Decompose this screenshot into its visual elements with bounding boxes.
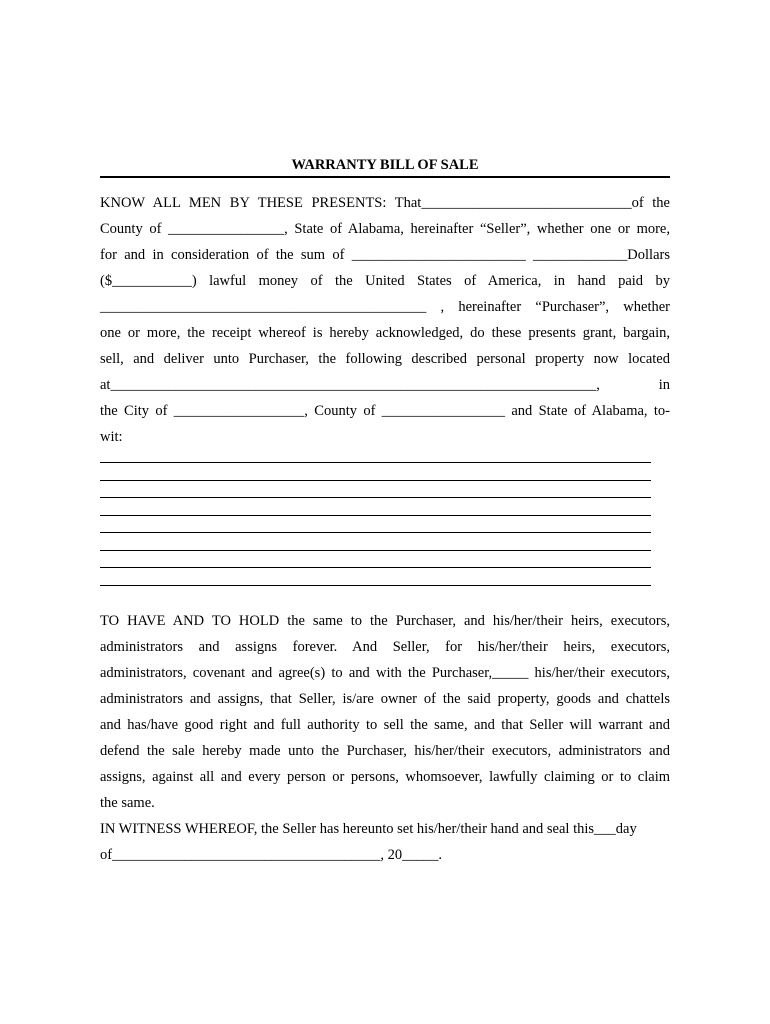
paragraph-line: and has/have good right and full authority to sell the same, and that Seller will warrant and (100, 717, 670, 733)
paragraph-line: at___________________________________________________________________, in (100, 377, 670, 393)
paragraph-line: administrators and assigns, that Seller, is/are owner of the said property, goods and chattels (100, 691, 670, 707)
paragraph-line: for and in consideration of the sum of ________________________ _____________Dollars (100, 247, 670, 263)
paragraph-line: the City of __________________, County of _________________ and State of Alabama, to- (100, 403, 670, 419)
paragraph-line: _____________________________________________ , hereinafter “Purchaser”, whether (100, 299, 670, 315)
blank-line (100, 497, 651, 498)
blank-line (100, 532, 651, 533)
paragraph-line: the same. (100, 795, 155, 811)
paragraph-line: administrators, covenant and agree(s) to and with the Purchaser,_____ his/her/their executors, (100, 665, 670, 681)
paragraph-line: of_____________________________________, 20_____. (100, 847, 442, 863)
document-title: WARRANTY BILL OF SALE (291, 157, 479, 173)
paragraph-in-witness-whereof (100, 816, 670, 868)
paragraph-to-have-and-to-hold (100, 608, 670, 816)
paragraph-line: wit: (100, 429, 123, 445)
paragraph-line: assigns, against all and every person or persons, whomsoever, lawfully claiming or to claim (100, 769, 670, 785)
paragraph-line: administrators and assigns forever. And Seller, for his/her/their heirs, executors, (100, 639, 670, 655)
paragraph-line: KNOW ALL MEN BY THESE PRESENTS: That_____________________________of the (100, 195, 670, 211)
blank-line (100, 550, 651, 551)
paragraph-line: IN WITNESS WHEREOF, the Seller has hereunto set his/her/their hand and seal this___day (100, 821, 637, 837)
paragraph-line: one or more, the receipt whereof is hereby acknowledged, do these presents grant, bargain, (100, 325, 670, 341)
paragraph-line: defend the sale hereby made unto the Purchaser, his/her/their executors, administrators and (100, 743, 670, 759)
title-rule (100, 176, 670, 178)
blank-line (100, 480, 651, 481)
blank-line (100, 462, 651, 463)
paragraph-line: County of ________________, State of Alabama, hereinafter “Seller”, whether one or more, (100, 221, 670, 237)
blank-line (100, 585, 651, 586)
paragraph-line: sell, and deliver unto Purchaser, the following described personal property now located (100, 351, 670, 367)
paragraph-line: TO HAVE AND TO HOLD the same to the Purchaser, and his/her/their heirs, executors, (100, 613, 670, 629)
blank-line (100, 567, 651, 568)
paragraph-know-all-men (100, 190, 670, 450)
property-description-lines (100, 462, 651, 602)
paragraph-line: ($___________) lawful money of the United States of America, in hand paid by (100, 273, 670, 289)
blank-line (100, 515, 651, 516)
